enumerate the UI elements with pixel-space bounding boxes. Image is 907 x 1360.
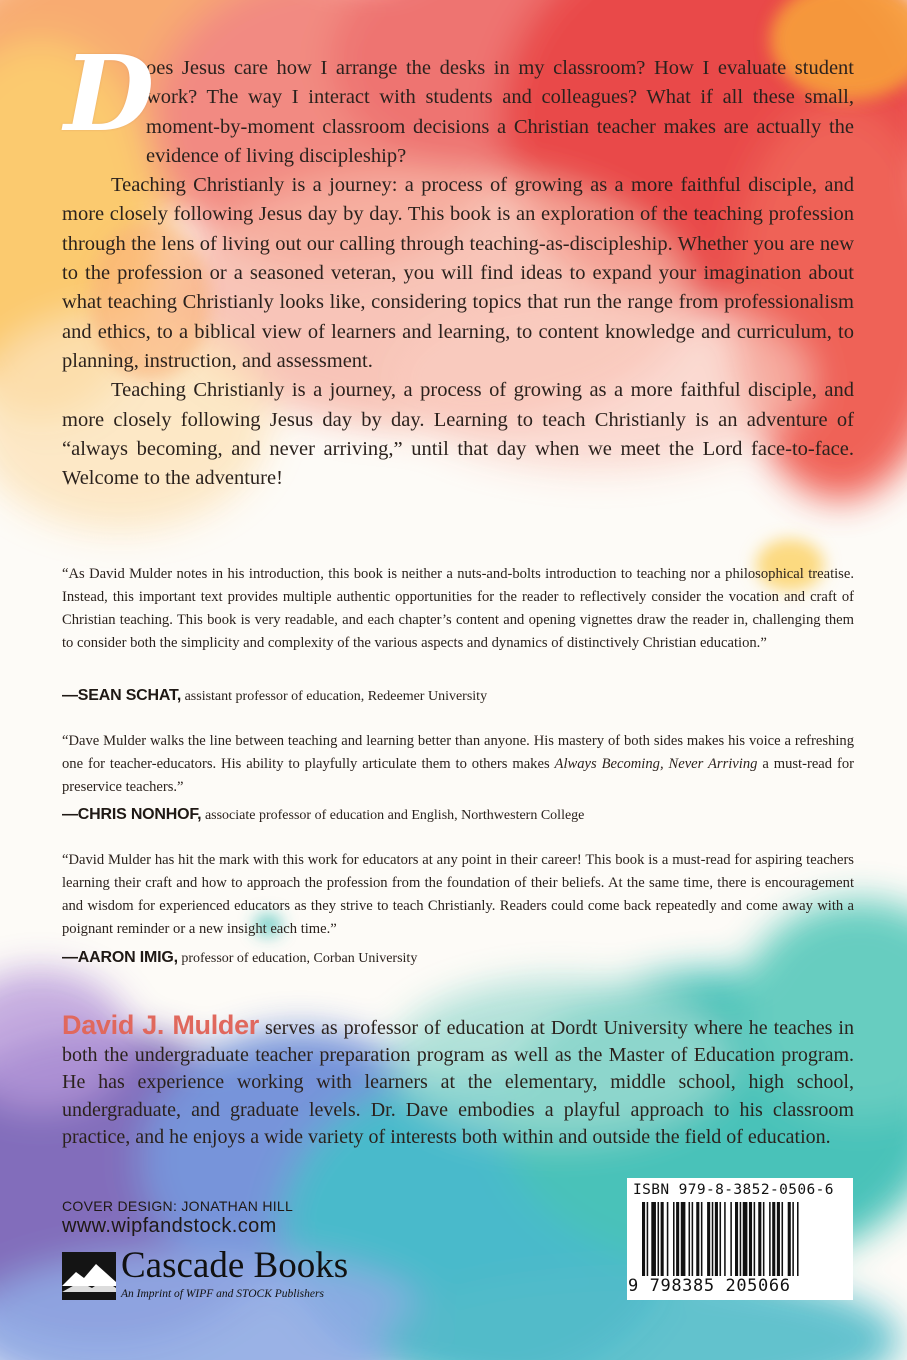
barcode-bar xyxy=(763,1202,765,1276)
book-title-italic: Always Becoming, Never Arriving xyxy=(554,756,758,772)
barcode-bar xyxy=(658,1202,660,1276)
barcode-bar xyxy=(792,1202,794,1276)
endorsement-1-attribution xyxy=(62,686,854,707)
barcode-bar xyxy=(769,1202,771,1276)
barcode-bar xyxy=(782,1202,784,1276)
barcode-bar xyxy=(740,1202,742,1276)
author-bio-text: serves as professor of education at Dordt University where he teaches in both the undergraduate teacher preparation program as well as the Master of Education program. He has experience working with learners at the elementary, middle school, high school, undergraduate, and graduate levels. Dr. Dave embodies a playful approach to his classroom practice, and he enjoys a wide variety of interests both within and outside the field of education. xyxy=(62,1017,854,1148)
endorsement-3 xyxy=(62,849,854,941)
isbn-label: ISBN 979-8-3852-0506-6 xyxy=(633,1182,834,1198)
barcode-bar xyxy=(797,1202,799,1276)
intro-paragraph-3: Teaching Christianly is a journey, a process of growing as a more faithful disciple, and more closely following Jesus day by day. Learning to teach Christianly is an adventure of “always becoming, and never arriving,” until that day when we meet the Lord face-to-face. Welcome to the adventure! xyxy=(62,379,854,490)
drop-cap: D xyxy=(64,32,155,155)
barcode-bar xyxy=(720,1202,722,1276)
barcode-bar xyxy=(689,1202,691,1276)
barcode-bar xyxy=(692,1202,694,1276)
author-bio xyxy=(62,1012,854,1151)
barcode-bar xyxy=(707,1202,710,1276)
barcode-number: 9 798385 205066 xyxy=(628,1276,791,1296)
barcode-bar xyxy=(647,1202,649,1276)
barcode-bar xyxy=(724,1202,726,1276)
barcode-bar xyxy=(701,1202,703,1276)
barcode-bar xyxy=(715,1202,718,1276)
intro-text xyxy=(62,32,854,493)
mountain-logo-icon xyxy=(62,1252,116,1300)
endorsement-quote: “As David Mulder notes in his introduction, this book is neither a nuts-and-bolts introduction to teaching nor a philosophical treatise. Instead, this important text provides multiple authentic opportunities for the reader to reflectively consider the vocation and craft of Christian teaching. This book is very readable, and each chapter’s content and opening vignettes draw the reader in, challenging them to consider both the simplicity and complexity of the various aspects and dynamics of distinctively Christian education.” xyxy=(62,566,854,651)
barcode-bar xyxy=(667,1202,669,1276)
endorser-title: professor of education, Corban University xyxy=(181,951,418,966)
endorsement-1 xyxy=(62,563,854,655)
endorsement-2 xyxy=(62,730,854,799)
barcode-bar xyxy=(758,1202,761,1276)
barcode-bar xyxy=(777,1202,780,1276)
barcode-bar xyxy=(696,1202,699,1276)
endorser-name: —SEAN SCHAT, xyxy=(62,687,182,704)
publisher-website: www.wipfandstock.com xyxy=(62,1215,277,1237)
barcode-bar xyxy=(712,1202,714,1276)
author-name: David J. Mulder xyxy=(62,1010,260,1040)
barcode-bar xyxy=(673,1202,675,1276)
barcode-bar xyxy=(735,1202,738,1276)
endorser-name: —AARON IMIG, xyxy=(62,949,178,966)
barcode-bar xyxy=(772,1202,775,1276)
intro-paragraph-2: Teaching Christianly is a journey: a process of growing as a more faithful disciple, and more closely following Jesus day by day. This book is an exploration of the teaching profession through the lens of living out our calling through teaching-as-discipleship. Whether you are new to the profession or a seasoned veteran, you will find ideas to expand your imagination about what teaching Christianly looks like, considering topics that run the range from professionalism and ethics, to a biblical view of learners and learning, to content knowledge and curriculum, to planning, instruction, and assessment. xyxy=(62,174,854,372)
endorsement-quote: “Dave Mulder walks the line between teaching and learning better than anyone. His mastery of both sides makes his voice a refreshing one for teacher-educators. His ability to playfully articulate them to others makes Always Becoming, Never Arriving a must-read for preservice teachers.” xyxy=(62,733,854,795)
endorsement-2-attribution xyxy=(62,805,854,826)
barcode-bar xyxy=(676,1202,679,1276)
publisher-name: Cascade Books xyxy=(121,1245,349,1286)
barcode-bar xyxy=(788,1202,791,1276)
barcode-bar xyxy=(754,1202,756,1276)
endorsement-quote: “David Mulder has hit the mark with this work for educators at any point in their career! This book is a must-read for aspiring teachers learning their craft and how to approach the profession from the foundation of their beliefs. At the same time, there is encouragement and wisdom for experienced educators as they strive to teach Christianly. Readers could come back repeatedly and come away with a poignant reminder or a new insight each time.” xyxy=(62,852,854,937)
intro-paragraph-1: oes Jesus care how I arrange the desks in my classroom? How I evaluate student work? The way I interact with students and colleagues? What if all these small, moment-by-moment classroom decisions a Christian teacher makes are actually the evidence of living discipleship? xyxy=(146,57,854,167)
endorser-title: assistant professor of education, Redeemer University xyxy=(184,689,488,704)
publisher-imprint: An Imprint of WIPF and STOCK Publishers xyxy=(121,1288,324,1300)
barcode-bar xyxy=(681,1202,686,1276)
barcode-bar xyxy=(651,1202,656,1276)
barcode-bar xyxy=(749,1202,752,1276)
barcode-bar xyxy=(642,1202,645,1276)
barcode-bar xyxy=(730,1202,732,1276)
barcode-bar xyxy=(661,1202,664,1276)
barcode-bar xyxy=(743,1202,748,1276)
endorsement-3-attribution xyxy=(62,948,854,969)
cover-design-credit: COVER DESIGN: JONATHAN HILL xyxy=(62,1198,294,1214)
endorser-title: associate professor of education and English, Northwestern College xyxy=(204,808,585,823)
barcode-bars xyxy=(642,1202,846,1276)
endorser-name: —CHRIS NONHOF, xyxy=(62,806,202,823)
